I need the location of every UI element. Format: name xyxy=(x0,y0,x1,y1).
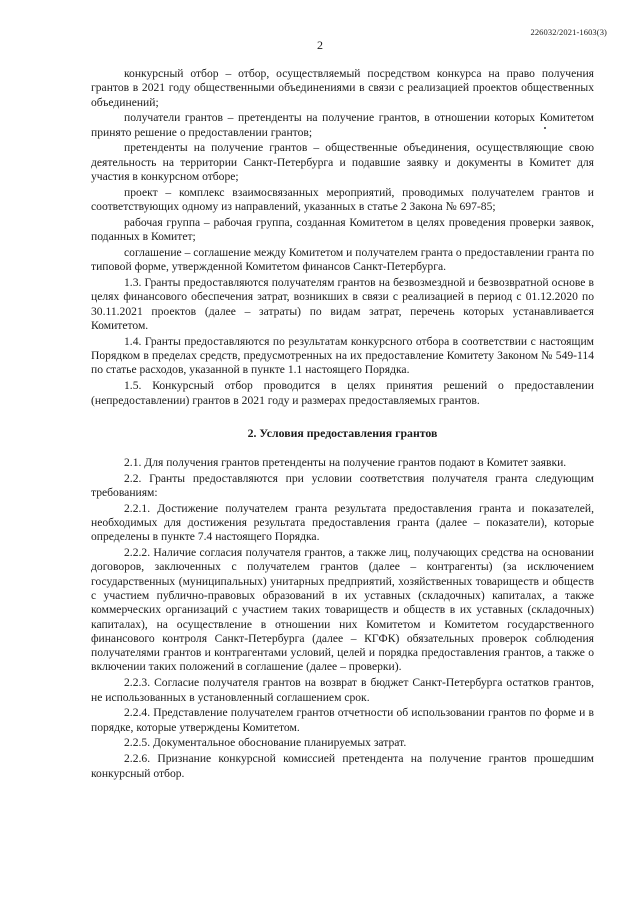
paragraph-term-grant-recipients: получатели грантов – претенденты на получение грантов, в отношении которых Комитетом принято решение о предоставлении грантов; xyxy=(91,111,594,139)
paragraph-term-agreement: соглашение – соглашение между Комитетом и получателем гранта о предоставлении гранта по типовой форме, утвержденной Комитетом финансов Санкт-Петербурга. xyxy=(91,246,594,274)
paragraph-term-applicants: претенденты на получение грантов – общественные объединения, осуществляющие свою деятельность на территории Санкт-Петербурга и подавшие заявку и документы в Комитет для участия в конкурсном отборе; xyxy=(91,141,594,184)
paragraph-2-2-5: 2.2.5. Документальное обоснование планируемых затрат. xyxy=(124,736,407,750)
section-heading: 2. Условия предоставления грантов xyxy=(247,425,438,440)
paragraph-term-working-group: рабочая группа – рабочая группа, созданная Комитетом в целях проведения проверки заявок, поданных в Комитет; xyxy=(91,215,594,244)
paragraph-1-4: 1.4. Гранты предоставляются по результатам конкурсного отбора в соответствии с настоящим Порядком в пределах средств, предусмотренных на их предоставление Комитету Законом № 549-114 по статье расходов, указанной в пункте 1.1 настоящего Порядка. xyxy=(91,334,594,377)
paragraph-2-2-6: 2.2.6. Признание конкурсной комиссией претендента на получение грантов прошедшим конкурсный отбор. xyxy=(91,752,594,780)
paragraph-2-2-4: 2.2.4. Представление получателем грантов отчетности об использовании грантов по форме и в порядке, которые утверждены Комитетом. xyxy=(91,706,594,734)
document-body xyxy=(91,67,594,782)
paragraph-2-2-3: 2.2.3. Согласие получателя грантов на возврат в бюджет Санкт-Петербурга остатков грантов, не использованных в установленный соглашением срок. xyxy=(91,676,594,704)
paragraph-2-2: 2.2. Гранты предоставляются при условии соответствия получателя гранта следующим требованиям: xyxy=(91,471,594,499)
paragraph-2-2-2: 2.2.2. Наличие согласия получателя грантов, а также лиц, получающих средства на основании договоров, заключенных с получателем грантов (далее – контрагенты) (за исключением государственных (муниципальных) унитарных предприятий, хозяйственных товариществ и обществ с участием публично-правовых образований в их уставных (складочных) капиталах, а также коммерческих организаций с участием таких товариществ и обществ в их уставных (складочных) капиталах), на осуществление в отношении них Комитетом и Комитетом государственного финансового контроля Санкт-Петербурга (далее – КГФК) обязательных проверок соблюдения получателями грантов и контрагентами условий, целей и порядка предоставления грантов, а также о включении таких положений в соглашение (далее – проверки). xyxy=(91,546,594,674)
document-number: 226032/2021-1603(3) xyxy=(530,27,607,37)
paragraph-2-1: 2.1. Для получения грантов претенденты на получение грантов подают в Комитет заявки. xyxy=(124,455,567,469)
paragraph-term-project: проект – комплекс взаимосвязанных мероприятий, проводимых получателем грантов и соответствующих одному из направлений, указанных в статье 2 Закона № 697-85; xyxy=(91,185,594,214)
page-number: 2 xyxy=(317,38,323,52)
paragraph-2-2-1: 2.2.1. Достижение получателем гранта результата предоставления гранта и показателей, необходимых для достижения результата предоставления гранта (далее – показатели), которые определены в пункте 7.4 настоящего Порядка. xyxy=(91,501,594,544)
paragraph-1-5: 1.5. Конкурсный отбор проводится в целях принятия решений о предоставлении (непредоставлении) грантов в 2021 году и размерах предоставляемых грантов. xyxy=(91,379,594,407)
paragraph-1-3: 1.3. Гранты предоставляются получателям грантов на безвозмездной и безвозвратной основе в целях финансового обеспечения затрат, возникших в связи с реализацией в период с 01.12.2020 по 30.11.2021 проектов (далее – затраты) по видам затрат, перечень которых устанавливается Комитетом. xyxy=(91,276,594,333)
paragraph-term-competitive-selection: конкурсный отбор – отбор, осуществляемый посредством конкурса на право получения грантов в 2021 году общественными объединениями в связи с реализацией проектов общественных объединений; xyxy=(91,67,594,109)
